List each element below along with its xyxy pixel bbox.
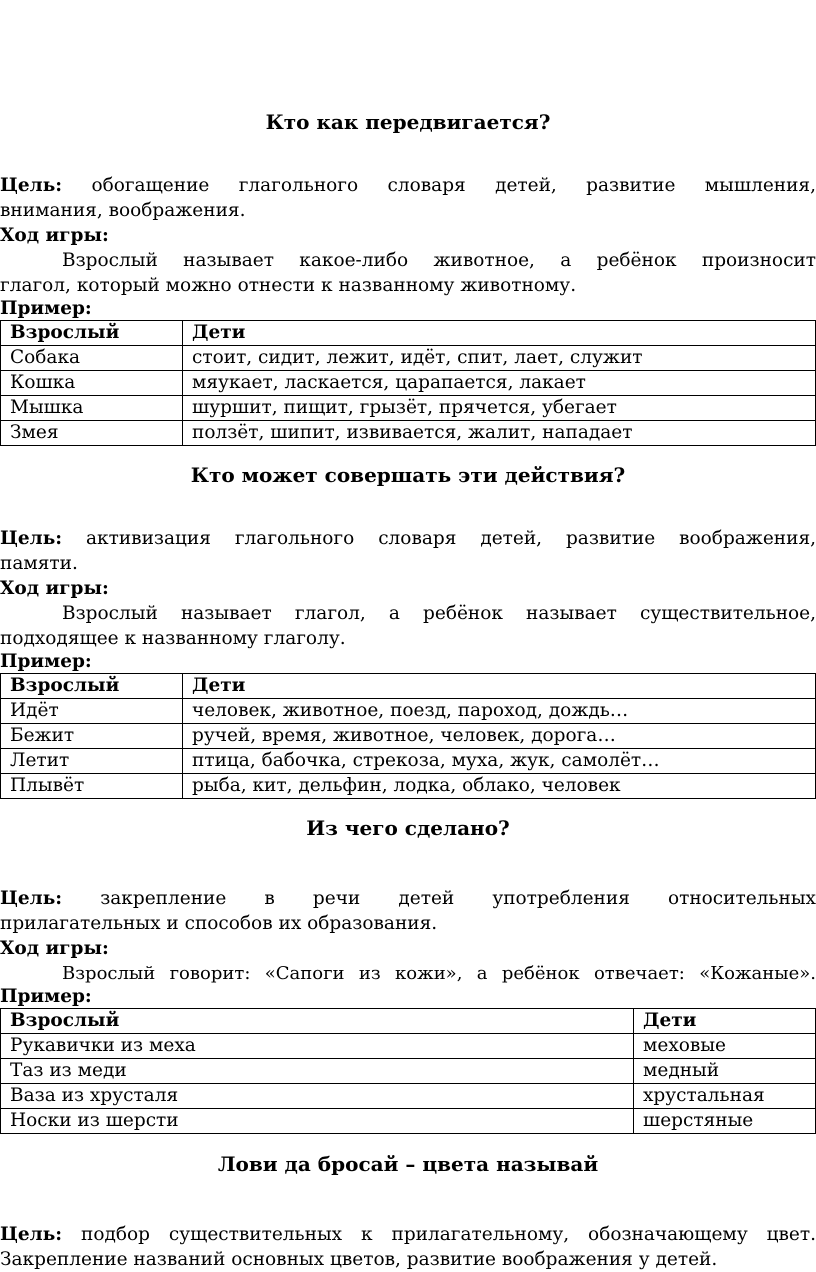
table-row [1,421,816,446]
table-header-row [1,674,816,699]
example-table [0,673,816,799]
cell-children: ползёт, шипит, извивается, жалит, нападает [183,421,816,446]
goal-text-line1: закрепление в речи детей употребления относительных [100,888,816,909]
cell-children: рыба, кит, дельфин, лодка, облако, человек [183,774,816,799]
cell-adult: Собака [1,346,183,371]
cell-children: ручей, время, животное, человек, дорога… [183,724,816,749]
cell-adult: Рукавички из меха [1,1034,634,1059]
course-text-line1: Взрослый называет какое-либо животное, а ребёнок произносит [62,250,816,271]
cell-adult: Идёт [1,699,183,724]
course-paragraph [0,961,816,986]
cell-adult: Мышка [1,396,183,421]
goal-label: Цель: [0,528,63,549]
cell-adult: Летит [1,749,183,774]
header-adult: Взрослый [1,674,183,699]
goal-paragraph [0,173,816,223]
game-section-1 [0,110,816,446]
game-title: Кто может совершать эти действия? [190,463,626,487]
table-row [1,371,816,396]
cell-children: стоит, сидит, лежит, идёт, спит, лает, служит [183,346,816,371]
goal-paragraph [0,1222,816,1272]
course-paragraph [0,601,816,651]
goal-label: Цель: [0,888,63,909]
table-header-row [1,321,816,346]
goal-paragraph [0,886,816,936]
table-row [1,774,816,799]
cell-children: мяукает, ласкается, царапается, лакает [183,371,816,396]
example-table [0,1008,816,1134]
game-title: Лови да бросай – цвета называй [217,1152,599,1176]
table-header-row [1,1009,816,1034]
goal-text-line1: активизация глагольного словаря детей, развитие воображения, [86,528,816,549]
game-section-2 [0,463,816,799]
header-children: Дети [183,674,816,699]
goal-text-line2: внимания, воображения. [0,200,246,221]
table-row [1,749,816,774]
example-label: Пример: [0,298,92,319]
game-title: Кто как передвигается? [265,110,551,134]
goal-text-line2: Закрепление названий основных цветов, развитие воображения у детей. [0,1249,718,1270]
course-paragraph [0,248,816,298]
header-children: Дети [634,1009,816,1034]
example-label: Пример: [0,651,92,672]
cell-adult: Носки из шерсти [1,1109,634,1134]
cell-adult: Кошка [1,371,183,396]
cell-adult: Бежит [1,724,183,749]
cell-children: хрустальная [634,1084,816,1109]
table-row [1,724,816,749]
goal-text-line1: подбор существительных к прилагательному, обозначающему цвет. [81,1224,816,1245]
goal-text-line1: обогащение глагольного словаря детей, развитие мышления, [91,175,816,196]
header-adult: Взрослый [1,321,183,346]
game-section-4 [0,1152,816,1272]
course-text-line1: Взрослый говорит: «Сапоги из кожи», а ребёнок отвечает: «Кожаные». [62,963,816,984]
table-row [1,396,816,421]
goal-paragraph [0,526,816,576]
table-row [1,1109,816,1134]
cell-children: птица, бабочка, стрекоза, муха, жук, самолёт… [183,749,816,774]
cell-adult: Ваза из хрусталя [1,1084,634,1109]
table-row [1,1034,816,1059]
cell-children: шуршит, пищит, грызёт, прячется, убегает [183,396,816,421]
cell-adult: Плывёт [1,774,183,799]
cell-children: шерстяные [634,1109,816,1134]
cell-adult: Таз из меди [1,1059,634,1084]
course-text-line1: Взрослый называет глагол, а ребёнок называет существительное, [62,603,816,624]
table-row [1,1084,816,1109]
goal-text-line2: памяти. [0,553,78,574]
table-row [1,346,816,371]
course-label: Ход игры: [0,938,109,959]
cell-adult: Змея [1,421,183,446]
example-label: Пример: [0,986,92,1007]
goal-label: Цель: [0,1224,63,1245]
goal-text-line2: прилагательных и способов их образования. [0,913,438,934]
example-table [0,320,816,446]
cell-children: медный [634,1059,816,1084]
course-label: Ход игры: [0,225,109,246]
game-section-3 [0,816,816,1134]
table-row [1,699,816,724]
cell-children: меховые [634,1034,816,1059]
course-label: Ход игры: [0,578,109,599]
game-title: Из чего сделано? [306,816,510,840]
header-children: Дети [183,321,816,346]
cell-children: человек, животное, поезд, пароход, дождь… [183,699,816,724]
course-text-line2: глагол, который можно отнести к названному животному. [0,275,577,296]
header-adult: Взрослый [1,1009,634,1034]
table-row [1,1059,816,1084]
goal-label: Цель: [0,175,63,196]
course-text-line2: подходящее к названному глаголу. [0,628,346,649]
